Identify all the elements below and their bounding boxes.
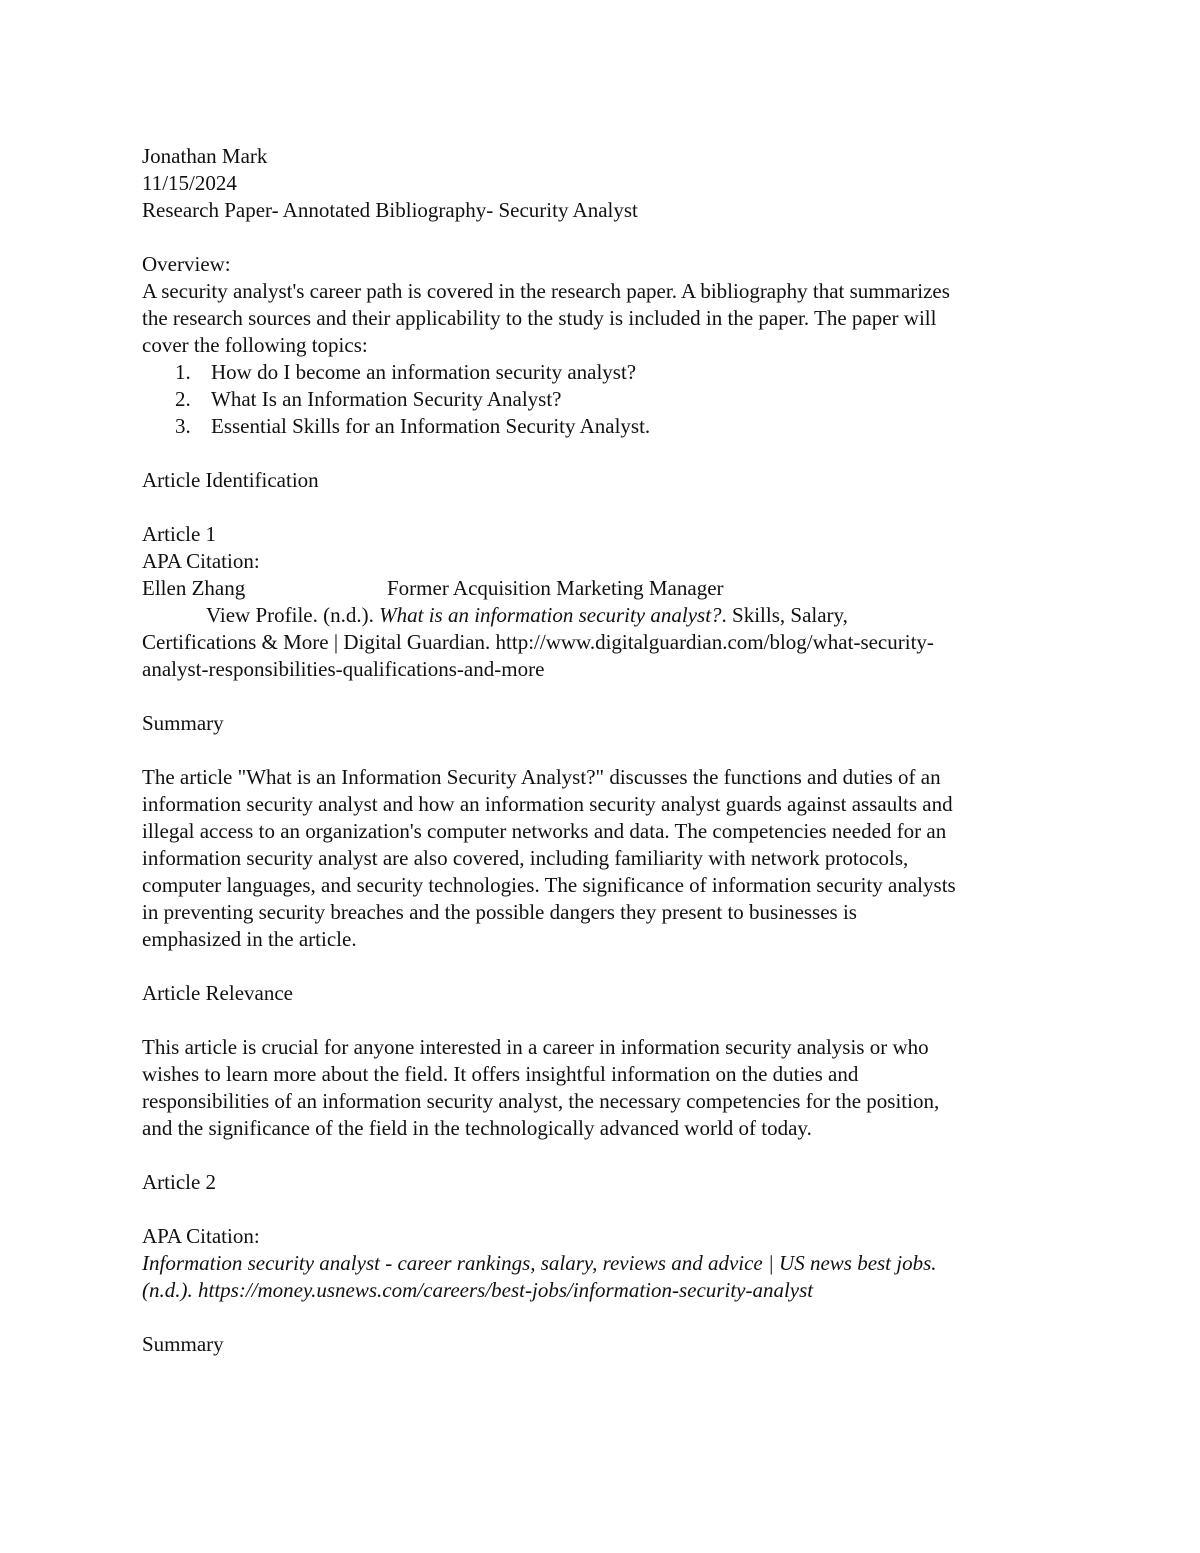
article1-summary-line: information security analyst and how an information security analyst guards against assaults and (142, 792, 953, 816)
list-item-text: What Is an Information Security Analyst? (211, 387, 562, 411)
article2-heading: Article 2 (142, 1170, 217, 1194)
article1-cite-pre: View Profile. (n.d.). (206, 603, 380, 627)
overview-text-line: the research sources and their applicability to the study is included in the paper. The paper will (142, 306, 937, 330)
article1-summary-line: in preventing security breaches and the possible dangers they present to businesses is (142, 900, 857, 924)
article1-relevance-line: and the significance of the field in the technologically advanced world of today. (142, 1116, 812, 1140)
article1-relevance-heading: Article Relevance (142, 981, 293, 1005)
list-item (142, 413, 1062, 440)
list-number: 1. (175, 360, 191, 384)
article1-apa-label: APA Citation: (142, 549, 260, 573)
spacer (142, 953, 1062, 980)
topics-list (142, 359, 1062, 440)
article1-summary-heading: Summary (142, 711, 224, 735)
article1-cite-post: . Skills, Salary, (721, 603, 848, 627)
article1-citation-line: Certifications & More | Digital Guardian. http://www.digitalguardian.com/blog/what-security- (142, 630, 934, 654)
article1-summary-line: emphasized in the article. (142, 927, 357, 951)
article1-summary-line: information security analyst are also covered, including familiarity with network protocols, (142, 846, 909, 870)
article1-relevance-line: wishes to learn more about the field. It offers insightful information on the duties and (142, 1062, 859, 1086)
overview-text-line: cover the following topics: (142, 333, 368, 357)
article2-cite-text: (n.d.). https://money.usnews.com/careers/best-jobs/information-security-analyst (142, 1278, 814, 1302)
article2-cite-text: Information security analyst - career rankings, salary, reviews and advice | US news best jobs. (142, 1251, 937, 1275)
article1-author-role: Former Acquisition Marketing Manager (387, 576, 724, 600)
article1-citation-line: analyst-responsibilities-qualifications-and-more (142, 657, 545, 681)
list-item-text: Essential Skills for an Information Security Analyst. (211, 414, 651, 438)
article2-apa-label: APA Citation: (142, 1224, 260, 1248)
article1-summary-line: The article "What is an Information Security Analyst?" discusses the functions and duties of an (142, 765, 941, 789)
article-identification-heading: Article Identification (142, 468, 319, 492)
overview-heading: Overview: (142, 252, 231, 276)
list-item (142, 386, 1062, 413)
spacer (142, 683, 1062, 710)
spacer (142, 1142, 1062, 1169)
spacer (142, 1304, 1062, 1331)
article2-citation-line (142, 1277, 1062, 1304)
article1-summary-line: computer languages, and security technologies. The significance of information security analysts (142, 873, 956, 897)
overview-text-line: A security analyst's career path is covered in the research paper. A bibliography that summarizes (142, 279, 950, 303)
spacer (142, 737, 1062, 764)
author-name: Jonathan Mark (142, 144, 268, 168)
list-item-text: How do I become an information security analyst? (211, 360, 637, 384)
list-number: 2. (175, 387, 191, 411)
document-title: Research Paper- Annotated Bibliography- Security Analyst (142, 198, 638, 222)
article1-summary-line: illegal access to an organization's computer networks and data. The competencies needed for an (142, 819, 947, 843)
document-page (142, 143, 1062, 1358)
article2-summary-heading: Summary (142, 1332, 224, 1356)
article1-relevance-line: This article is crucial for anyone interested in a career in information security analysis or who (142, 1035, 929, 1059)
list-number: 3. (175, 414, 191, 438)
document-date: 11/15/2024 (142, 171, 237, 195)
article1-relevance-line: responsibilities of an information security analyst, the necessary competencies for the position, (142, 1089, 940, 1113)
article1-author-line (142, 575, 1062, 602)
spacer (142, 494, 1062, 521)
spacer (142, 224, 1062, 251)
list-item (142, 359, 1062, 386)
article1-cite-title: What is an information security analyst? (379, 603, 722, 627)
article2-citation-line (142, 1250, 1062, 1277)
spacer (142, 1007, 1062, 1034)
spacer (142, 1196, 1062, 1223)
article1-citation-line (142, 602, 1062, 629)
article1-author: Ellen Zhang (142, 576, 246, 600)
article1-heading: Article 1 (142, 522, 217, 546)
spacer (142, 440, 1062, 467)
